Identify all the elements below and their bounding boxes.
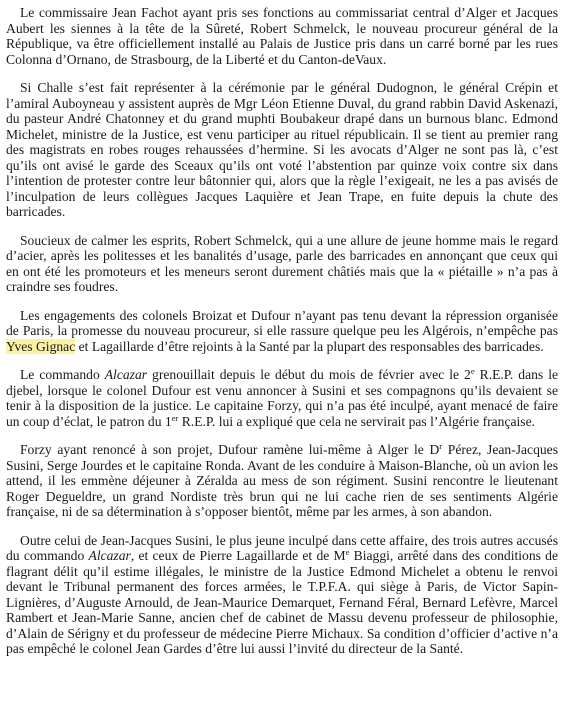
superscript: r	[439, 441, 443, 451]
superscript: e	[345, 547, 350, 557]
italic-title: Alcazar	[104, 367, 148, 382]
paragraph-2	[6, 80, 558, 220]
text-run: Le commissaire Jean Fachot ayant pris ses fonctions au commissariat central d’Alger et Jacques Aubert les siennes à la tête de la Sûreté, Robert Schmelck, le nouveau procureur général de la République, va être officiellement installé au Palais de Justice pris dans un carré borné par les rues Colonna d’Ornano, de Strasbourg, de la Liberté et du Canton-deVaux.	[6, 5, 558, 67]
italic-title: Alcazar	[88, 548, 131, 563]
text-run: Biaggi, arrêté dans des conditions de flagrant délit qu’il estime illégales, le ministre de la Justice Edmond Michelet a obtenu le renvoi devant le Tribunal permanent des forces armées, le T.P.F.A. qui siège à Paris, de Victor Sapin-Lignières, d’Auguste Arnould, de Jean-Maurice Demarquet, Fernand Féral, Bernard Lefèvre, Marcel Rambert et Jean-Marie Sanne, ancien chef de cabinet de Massu devenu professeur de philosophie, d’Alain de Sérigny et du professeur de médecine Pierre Michaux. Sa condition d’officier d’active n’a pas empêché le colonel Jean Gardes d’être lui aussi l’invité du directeur de la Santé.	[6, 548, 559, 656]
text-run: Le commando	[20, 367, 105, 382]
paragraph-1	[6, 5, 558, 67]
superscript: e	[470, 366, 475, 376]
text-run: Les engagements des colonels Broizat et Dufour n’ayant pas tenu devant la répression organisée de Paris, la promesse du nouveau procureur, si elle rassure quelque peu les Algérois, n’empêche pas	[6, 307, 558, 338]
highlighted-text: Yves Gignac	[6, 338, 76, 354]
text-run: Outre celui de Jean-Jacques Susini, le plus jeune inculpé dans cette affaire, des trois autres accusés du commando	[6, 532, 558, 563]
text-run: grenouillait depuis le début du mois de février avec le 2	[147, 367, 471, 382]
paragraph-6	[6, 442, 558, 520]
paragraph-5	[6, 367, 558, 429]
text-run: Pérez, Jean-Jacques Susini, Serge Jourdes et le capitaine Ronda. Avant de les conduire à Maison-Blanche, où un avion les attend, il les emmène déjeuner à Zéralda au mess de son régiment. Susini rencontre le lieutenant Roger Degueldre, un grand Nordiste très brun qui ne lui cache rien de ses sentiments Algérie française, ni de sa détermination à s’opposer bientôt, même par les armes, à son abandon.	[6, 442, 558, 519]
document-page	[6, 5, 558, 657]
superscript: er	[171, 412, 179, 423]
paragraph-4	[6, 308, 558, 355]
text-run: Soucieux de calmer les esprits, Robert Schmelck, qui a une allure de jeune homme mais le regard d’acier, après les politesses et les banalités d’usage, parle des barricades en annonçant que ceux qui en ont été les promoteurs et les meneurs seront durement châtiés mais que la « piétaille » n’a pas à craindre ses foudres.	[6, 232, 558, 294]
paragraph-7	[6, 533, 558, 657]
text-run: Si Challe s’est fait représenter à la cérémonie par le général Dudognon, le général Crépin et l’amiral Auboyneau y assistent auprès de Mgr Léon Etienne Duval, du grand rabbin David Askenazi, du pasteur André Chatonney et du grand muphti Boubakeur drapé dans un burnous blanc. Edmond Michelet, ministre de la Justice, est venu participer au rituel républicain. Il se tient au premier rang des magistrats en robes rouges rehaussées d’hermine. Si les avocats d’Alger ne sont pas là, c’est qu’ils ont avisé le garde des Sceaux qu’ils ont voté l’abstention par quinze voix contre six dans l’intention de protester contre leur bâtonnier qui, alors que la règle l’exigeait, ne les a pas avisés de l’inculpation de leurs collègues Jacques Laquière et Jean Trape, en fuite depuis la chute des barricades.	[6, 80, 558, 219]
text-run: , et ceux de Pierre Lagaillarde et de M	[130, 548, 346, 563]
text-run: Forzy ayant renoncé à son projet, Dufour ramène lui-même à Alger le D	[20, 442, 440, 457]
paragraph-3	[6, 233, 558, 295]
text-run: R.E.P. lui a expliqué que cela ne servirait pas l’Algérie française.	[178, 413, 536, 429]
text-run: et Lagaillarde d’être rejoints à la Santé par la plupart des responsables des barricades.	[75, 338, 544, 354]
text-run: R.E.P. dans le djebel, lorsque le colonel Dufour est venu annoncer à Susini et ses compagnons qu’ils devaient se tenir à la disposition de la justice. Le capitaine Forzy, qui n’a pas été inculpé, ayant menacé de faire un coup d’éclat, le patron du 1	[6, 367, 558, 429]
